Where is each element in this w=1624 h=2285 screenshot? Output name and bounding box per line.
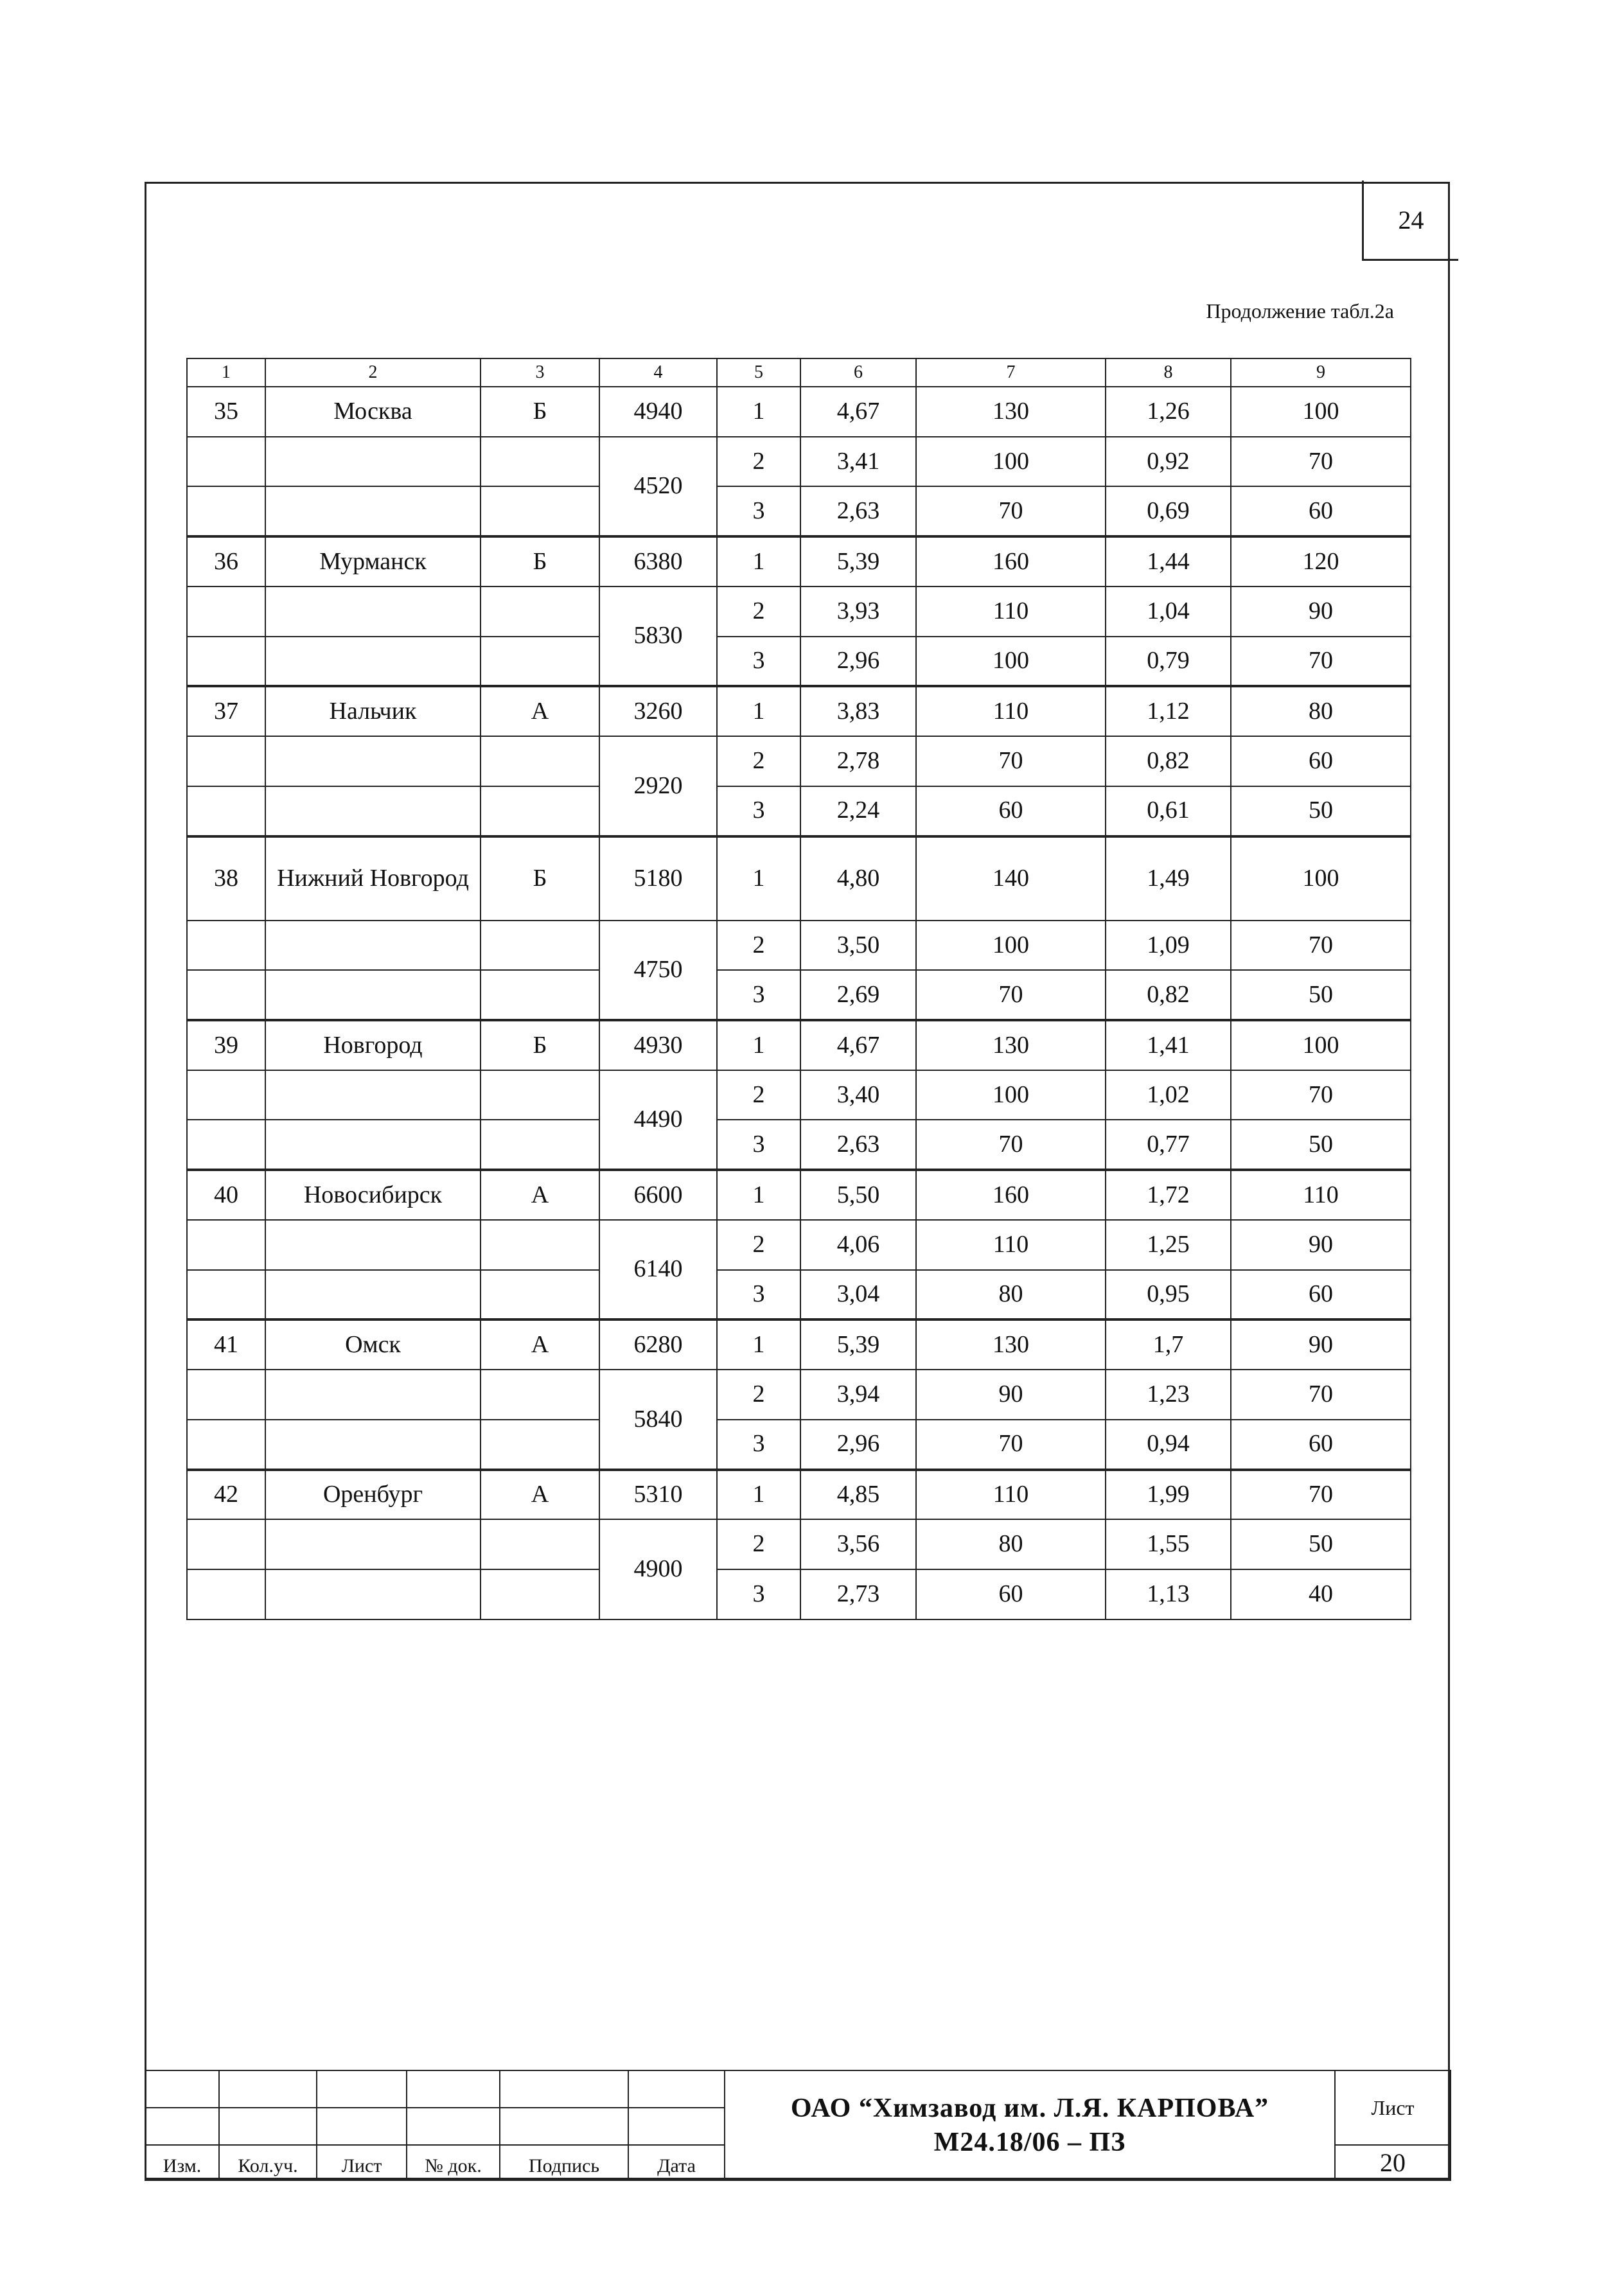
value-col6: 2,96	[800, 1420, 916, 1470]
value-col9: 120	[1231, 536, 1411, 587]
column-number: 6	[800, 358, 916, 387]
value-col9: 50	[1231, 786, 1411, 836]
empty-cell	[481, 1070, 599, 1120]
value-col6: 4,06	[800, 1220, 916, 1270]
value-col8: 0,79	[1106, 637, 1231, 687]
value-col6: 2,73	[800, 1569, 916, 1619]
empty-cell	[265, 970, 481, 1020]
value-col6: 2,63	[800, 1120, 916, 1170]
empty-cell	[187, 1220, 265, 1270]
value-col8: 0,61	[1106, 786, 1231, 836]
value-col8: 1,26	[1106, 387, 1231, 437]
city-name: Новгород	[265, 1020, 481, 1070]
value-col8: 0,94	[1106, 1420, 1231, 1470]
value-col8: 1,09	[1106, 921, 1231, 971]
stamp-label-signature: Подпись	[500, 2145, 628, 2180]
value-col5: 3	[717, 486, 800, 536]
value-col6: 4,67	[800, 1020, 916, 1070]
value-col5: 2	[717, 587, 800, 637]
sheet-label: Лист	[1335, 2070, 1451, 2145]
table-row	[187, 921, 1411, 971]
value-col7: 110	[916, 1470, 1106, 1520]
column-number-row	[187, 358, 1411, 387]
table-row	[187, 437, 1411, 487]
zone-category: Б	[481, 387, 599, 437]
table-row	[187, 1120, 1411, 1170]
value-col5: 2	[717, 437, 800, 487]
value-col9: 60	[1231, 736, 1411, 786]
table-row	[187, 836, 1411, 921]
row-number: 35	[187, 387, 265, 437]
value-col7: 60	[916, 1569, 1106, 1619]
value-col4: 5180	[599, 836, 717, 921]
value-col9: 90	[1231, 1220, 1411, 1270]
stamp-cell	[145, 2108, 219, 2145]
value-col7: 80	[916, 1519, 1106, 1569]
value-col9: 50	[1231, 1519, 1411, 1569]
value-col8: 0,95	[1106, 1270, 1231, 1320]
value-col5: 2	[717, 736, 800, 786]
value-col7: 140	[916, 836, 1106, 921]
value-col9: 40	[1231, 1569, 1411, 1619]
empty-cell	[481, 1569, 599, 1619]
zone-category: Б	[481, 836, 599, 921]
table-row	[187, 486, 1411, 536]
table-row	[187, 970, 1411, 1020]
empty-cell	[481, 970, 599, 1020]
empty-cell	[481, 1270, 599, 1320]
value-col7: 70	[916, 486, 1106, 536]
value-col7: 130	[916, 1020, 1106, 1070]
stamp-label-izm: Изм.	[145, 2145, 219, 2180]
value-col4: 4940	[599, 387, 717, 437]
value-col5: 1	[717, 536, 800, 587]
empty-cell	[481, 1220, 599, 1270]
empty-cell	[187, 1420, 265, 1470]
stamp-cell	[628, 2108, 725, 2145]
table-row	[187, 587, 1411, 637]
value-col9: 80	[1231, 686, 1411, 736]
value-col5: 1	[717, 1020, 800, 1070]
value-col4: 6140	[599, 1220, 717, 1319]
column-number: 8	[1106, 358, 1231, 387]
value-col7: 70	[916, 736, 1106, 786]
value-col6: 2,63	[800, 486, 916, 536]
stamp-cell	[628, 2070, 725, 2108]
value-col6: 3,94	[800, 1370, 916, 1420]
value-col8: 0,82	[1106, 736, 1231, 786]
value-col8: 1,13	[1106, 1569, 1231, 1619]
value-col7: 110	[916, 1220, 1106, 1270]
city-name: Нальчик	[265, 686, 481, 736]
value-col8: 0,77	[1106, 1120, 1231, 1170]
empty-cell	[265, 1569, 481, 1619]
empty-cell	[187, 1120, 265, 1170]
value-col8: 1,49	[1106, 836, 1231, 921]
value-col7: 110	[916, 587, 1106, 637]
table-row	[187, 1070, 1411, 1120]
value-col7: 160	[916, 536, 1106, 587]
column-number: 9	[1231, 358, 1411, 387]
value-col8: 1,7	[1106, 1319, 1231, 1370]
value-col4: 4750	[599, 921, 717, 1020]
stamp-label-list: Лист	[317, 2145, 407, 2180]
table-row	[187, 1420, 1411, 1470]
value-col5: 1	[717, 836, 800, 921]
value-col6: 5,50	[800, 1170, 916, 1220]
value-col7: 130	[916, 387, 1106, 437]
value-col5: 2	[717, 1220, 800, 1270]
value-col9: 90	[1231, 1319, 1411, 1370]
value-col5: 2	[717, 1370, 800, 1420]
value-col6: 3,83	[800, 686, 916, 736]
table-row	[187, 1569, 1411, 1619]
table-row	[187, 1319, 1411, 1370]
column-number: 4	[599, 358, 717, 387]
value-col7: 100	[916, 921, 1106, 971]
empty-cell	[187, 736, 265, 786]
empty-cell	[187, 1070, 265, 1120]
value-col6: 2,96	[800, 637, 916, 687]
table-row	[187, 1370, 1411, 1420]
value-col9: 70	[1231, 921, 1411, 971]
page-number: 24	[1362, 181, 1458, 261]
empty-cell	[187, 1370, 265, 1420]
table-row	[187, 637, 1411, 687]
empty-cell	[265, 921, 481, 971]
empty-cell	[187, 637, 265, 687]
empty-cell	[187, 970, 265, 1020]
value-col4: 4490	[599, 1070, 717, 1170]
stamp-label-kol-uch: Кол.уч.	[219, 2145, 317, 2180]
value-col6: 5,39	[800, 536, 916, 587]
value-col4: 6600	[599, 1170, 717, 1220]
value-col8: 0,82	[1106, 970, 1231, 1020]
table-body	[187, 387, 1411, 1619]
city-name: Новосибирск	[265, 1170, 481, 1220]
value-col7: 160	[916, 1170, 1106, 1220]
data-table	[186, 358, 1411, 1620]
value-col9: 110	[1231, 1170, 1411, 1220]
value-col5: 3	[717, 786, 800, 836]
city-name: Омск	[265, 1319, 481, 1370]
table-caption: Продолжение табл.2а	[1206, 299, 1394, 322]
stamp-cell	[317, 2108, 407, 2145]
zone-category: Б	[481, 536, 599, 587]
value-col7: 100	[916, 1070, 1106, 1120]
value-col5: 1	[717, 686, 800, 736]
title-block	[145, 2070, 1451, 2181]
empty-cell	[265, 637, 481, 687]
value-col8: 1,04	[1106, 587, 1231, 637]
stamp-cell	[219, 2108, 317, 2145]
empty-cell	[481, 1420, 599, 1470]
empty-cell	[481, 1519, 599, 1569]
empty-cell	[481, 1120, 599, 1170]
value-col5: 3	[717, 1420, 800, 1470]
row-number: 39	[187, 1020, 265, 1070]
value-col9: 100	[1231, 836, 1411, 921]
empty-cell	[265, 1370, 481, 1420]
zone-category: А	[481, 1470, 599, 1520]
value-col7: 70	[916, 970, 1106, 1020]
value-col8: 1,02	[1106, 1070, 1231, 1120]
value-col6: 3,04	[800, 1270, 916, 1320]
value-col6: 2,78	[800, 736, 916, 786]
empty-cell	[265, 1270, 481, 1320]
value-col6: 5,39	[800, 1319, 916, 1370]
empty-cell	[187, 437, 265, 487]
table-row	[187, 786, 1411, 836]
value-col9: 50	[1231, 970, 1411, 1020]
empty-cell	[265, 1519, 481, 1569]
value-col7: 110	[916, 686, 1106, 736]
value-col9: 100	[1231, 1020, 1411, 1070]
empty-cell	[265, 736, 481, 786]
empty-cell	[187, 786, 265, 836]
empty-cell	[265, 786, 481, 836]
empty-cell	[481, 921, 599, 971]
empty-cell	[187, 486, 265, 536]
value-col4: 5840	[599, 1370, 717, 1469]
row-number: 42	[187, 1470, 265, 1520]
value-col6: 2,24	[800, 786, 916, 836]
row-number: 41	[187, 1319, 265, 1370]
value-col8: 1,72	[1106, 1170, 1231, 1220]
table-row	[187, 1170, 1411, 1220]
value-col4: 3260	[599, 686, 717, 736]
value-col4: 4930	[599, 1020, 717, 1070]
value-col4: 4520	[599, 437, 717, 536]
empty-cell	[265, 437, 481, 487]
value-col9: 70	[1231, 1070, 1411, 1120]
value-col4: 2920	[599, 736, 717, 836]
document-code: М24.18/06 – ПЗ	[933, 2127, 1126, 2157]
value-col6: 2,69	[800, 970, 916, 1020]
city-name: Москва	[265, 387, 481, 437]
column-number: 7	[916, 358, 1106, 387]
stamp-cell	[219, 2070, 317, 2108]
empty-cell	[481, 1370, 599, 1420]
value-col5: 3	[717, 970, 800, 1020]
stamp-cell	[500, 2070, 628, 2108]
city-name: Оренбург	[265, 1470, 481, 1520]
value-col7: 70	[916, 1120, 1106, 1170]
empty-cell	[265, 1220, 481, 1270]
value-col4: 6380	[599, 536, 717, 587]
city-name: Мурманск	[265, 536, 481, 587]
city-name: Нижний Новгород	[265, 836, 481, 921]
value-col5: 2	[717, 1070, 800, 1120]
row-number: 36	[187, 536, 265, 587]
column-number: 5	[717, 358, 800, 387]
value-col8: 1,44	[1106, 536, 1231, 587]
table-row	[187, 736, 1411, 786]
value-col4: 5830	[599, 587, 717, 686]
empty-cell	[187, 1270, 265, 1320]
empty-cell	[265, 486, 481, 536]
value-col6: 3,40	[800, 1070, 916, 1120]
table-row	[187, 1470, 1411, 1520]
value-col6: 4,85	[800, 1470, 916, 1520]
value-col5: 3	[717, 1569, 800, 1619]
value-col5: 3	[717, 637, 800, 687]
value-col7: 60	[916, 786, 1106, 836]
value-col5: 3	[717, 1120, 800, 1170]
value-col9: 60	[1231, 1420, 1411, 1470]
empty-cell	[481, 587, 599, 637]
value-col4: 5310	[599, 1470, 717, 1520]
value-col5: 2	[717, 921, 800, 971]
table-row	[187, 1519, 1411, 1569]
value-col7: 80	[916, 1270, 1106, 1320]
stamp-cell	[500, 2108, 628, 2145]
value-col9: 100	[1231, 387, 1411, 437]
value-col9: 50	[1231, 1120, 1411, 1170]
value-col6: 3,50	[800, 921, 916, 971]
table-row	[187, 1020, 1411, 1070]
empty-cell	[481, 486, 599, 536]
row-number: 40	[187, 1170, 265, 1220]
empty-cell	[481, 786, 599, 836]
row-number: 38	[187, 836, 265, 921]
empty-cell	[481, 736, 599, 786]
table-row	[187, 686, 1411, 736]
value-col9: 70	[1231, 1470, 1411, 1520]
sheet-number: 20	[1335, 2145, 1451, 2180]
value-col8: 1,12	[1106, 686, 1231, 736]
value-col5: 1	[717, 1170, 800, 1220]
stamp-cell	[145, 2070, 219, 2108]
value-col5: 2	[717, 1519, 800, 1569]
empty-cell	[265, 1420, 481, 1470]
stamp-label-date: Дата	[628, 2145, 725, 2180]
zone-category: Б	[481, 1020, 599, 1070]
value-col9: 60	[1231, 1270, 1411, 1320]
value-col8: 1,25	[1106, 1220, 1231, 1270]
zone-category: А	[481, 1319, 599, 1370]
empty-cell	[187, 587, 265, 637]
value-col5: 1	[717, 387, 800, 437]
organization-name	[725, 2070, 1335, 2180]
value-col8: 1,55	[1106, 1519, 1231, 1569]
empty-cell	[187, 921, 265, 971]
empty-cell	[187, 1519, 265, 1569]
row-number: 37	[187, 686, 265, 736]
stamp-cell	[407, 2070, 500, 2108]
empty-cell	[265, 587, 481, 637]
value-col6: 3,93	[800, 587, 916, 637]
value-col9: 70	[1231, 437, 1411, 487]
value-col9: 70	[1231, 1370, 1411, 1420]
value-col8: 1,99	[1106, 1470, 1231, 1520]
value-col7: 100	[916, 437, 1106, 487]
value-col9: 90	[1231, 587, 1411, 637]
value-col9: 70	[1231, 637, 1411, 687]
table-row	[187, 387, 1411, 437]
value-col8: 0,92	[1106, 437, 1231, 487]
value-col7: 70	[916, 1420, 1106, 1470]
value-col8: 0,69	[1106, 486, 1231, 536]
value-col4: 6280	[599, 1319, 717, 1370]
stamp-cell	[407, 2108, 500, 2145]
organization-line: ОАО “Химзавод им. Л.Я. КАРПОВА”	[790, 2094, 1269, 2123]
value-col6: 3,41	[800, 437, 916, 487]
empty-cell	[265, 1120, 481, 1170]
empty-cell	[187, 1569, 265, 1619]
value-col7: 130	[916, 1319, 1106, 1370]
zone-category: А	[481, 1170, 599, 1220]
table-row	[187, 1270, 1411, 1320]
zone-category: А	[481, 686, 599, 736]
value-col7: 100	[916, 637, 1106, 687]
value-col9: 60	[1231, 486, 1411, 536]
value-col6: 4,80	[800, 836, 916, 921]
value-col5: 3	[717, 1270, 800, 1320]
empty-cell	[481, 437, 599, 487]
column-number: 2	[265, 358, 481, 387]
value-col8: 1,41	[1106, 1020, 1231, 1070]
table-row	[187, 1220, 1411, 1270]
value-col5: 1	[717, 1319, 800, 1370]
stamp-label-doc-no: № док.	[407, 2145, 500, 2180]
table-row	[187, 536, 1411, 587]
column-number: 1	[187, 358, 265, 387]
stamp-cell	[317, 2070, 407, 2108]
value-col8: 1,23	[1106, 1370, 1231, 1420]
column-number: 3	[481, 358, 599, 387]
value-col4: 4900	[599, 1519, 717, 1619]
value-col6: 3,56	[800, 1519, 916, 1569]
value-col7: 90	[916, 1370, 1106, 1420]
value-col6: 4,67	[800, 387, 916, 437]
value-col5: 1	[717, 1470, 800, 1520]
empty-cell	[265, 1070, 481, 1120]
empty-cell	[481, 637, 599, 687]
